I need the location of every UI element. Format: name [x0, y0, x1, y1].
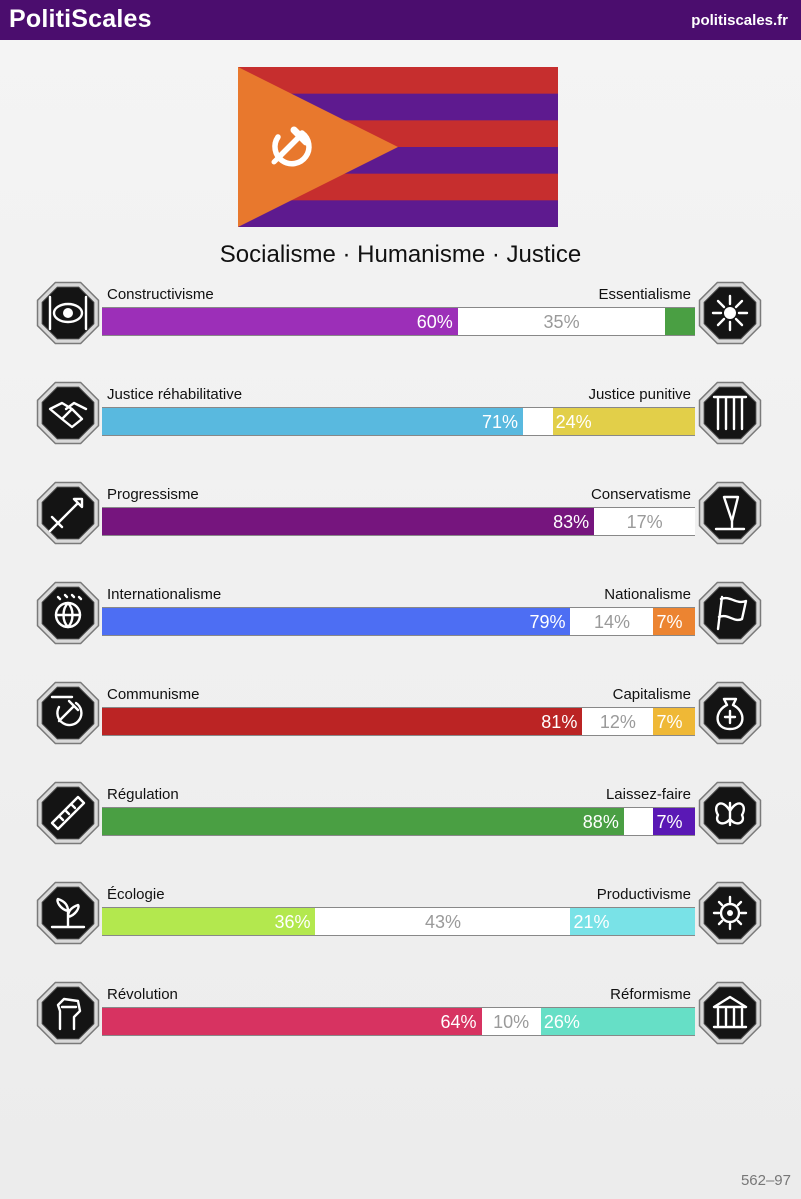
percent-label: 71%: [481, 412, 519, 432]
axis-row: [0, 686, 801, 766]
bar-segment-left: [102, 408, 523, 435]
axis-row: [0, 986, 801, 1066]
axis-row: [0, 286, 801, 366]
axis-right-label: Laissez-faire: [605, 786, 691, 803]
percent-label: 21%: [573, 912, 610, 932]
percent-label: 60%: [416, 312, 453, 332]
axis-left-label: Justice réhabilitative: [107, 386, 243, 403]
bar-segment-neutral: [315, 908, 570, 935]
bar-segment-left: [102, 608, 570, 635]
percent-label: 17%: [626, 512, 663, 532]
percent-label: 43%: [424, 912, 461, 932]
raised-fist-icon: [33, 978, 103, 1048]
axis-left-label: Écologie: [107, 886, 165, 903]
quill-pen-icon: [695, 478, 765, 548]
percent-label: 36%: [274, 912, 311, 932]
money-bag-icon: [695, 678, 765, 748]
butterfly-icon: [695, 778, 765, 848]
percent-label: 81%: [541, 712, 578, 732]
result-flag: [238, 67, 558, 227]
percent-label: 12%: [599, 712, 636, 732]
bar-segment-neutral: [570, 608, 653, 635]
site-link[interactable]: politiscales.fr: [691, 12, 788, 29]
bar-segment-neutral: [624, 808, 654, 835]
bar-segment-neutral: [523, 408, 553, 435]
parliament-icon: [695, 978, 765, 1048]
axis-row: [0, 386, 801, 466]
bar-segment-left: [102, 708, 582, 735]
percent-label: 10%: [493, 1012, 530, 1032]
hammer-sickle-icon: [33, 678, 103, 748]
axis-bar: [102, 607, 695, 636]
percent-label: 88%: [582, 812, 619, 832]
bar-segment-neutral: [458, 308, 666, 335]
flag-stripe: [238, 67, 558, 94]
axis-right-label: Nationalisme: [604, 586, 691, 603]
axis-bar: [102, 907, 695, 936]
bar-segment-right: [570, 908, 695, 935]
bar-segment-right: [541, 1008, 695, 1035]
axis-bar: [102, 507, 695, 536]
header-bar: [0, 0, 801, 40]
eye-icon: [33, 278, 103, 348]
sunflower-icon: [695, 278, 765, 348]
axis-left-label: Progressisme: [107, 486, 199, 503]
percent-label: 7%: [656, 712, 683, 732]
bar-segment-left: [102, 1008, 482, 1035]
handshake-icon: [33, 378, 103, 448]
flag-icon: [695, 578, 765, 648]
axis-left-label: Communisme: [107, 686, 200, 703]
flag-stripe: [238, 200, 558, 227]
percent-label: 35%: [543, 312, 580, 332]
rocket-icon: [33, 478, 103, 548]
percent-label: 83%: [553, 512, 590, 532]
axis-right-label: Justice punitive: [588, 386, 691, 403]
axis-left-label: Régulation: [107, 786, 179, 803]
result-code: 562–97: [740, 1172, 791, 1189]
axis-right-label: Productivisme: [596, 886, 691, 903]
percent-label: 7%: [656, 612, 683, 632]
bar-segment-left: [102, 808, 624, 835]
bar-segment-right: [653, 608, 695, 635]
percent-label: 14%: [593, 612, 630, 632]
axis-row: [0, 586, 801, 666]
ruler-icon: [33, 778, 103, 848]
app-title[interactable]: PolitiScales: [9, 5, 152, 33]
percent-label: 7%: [656, 812, 683, 832]
axis-left-label: Constructivisme: [107, 286, 214, 303]
percent-label: 79%: [529, 612, 566, 632]
bar-segment-left: [102, 908, 315, 935]
axis-right-label: Capitalisme: [612, 686, 691, 703]
gear-icon: [695, 878, 765, 948]
axis-bar: [102, 407, 695, 436]
bar-segment-right: [653, 808, 695, 835]
prison-bars-icon: [695, 378, 765, 448]
slogan: Socialisme · Humanisme · Justice: [219, 241, 582, 268]
axis-bar: [102, 707, 695, 736]
bar-segment-neutral: [482, 1008, 541, 1035]
bar-segment-left: [102, 308, 458, 335]
sprout-icon: [33, 878, 103, 948]
axis-right-label: Conservatisme: [590, 486, 691, 503]
axis-row: [0, 786, 801, 866]
bar-segment-left: [102, 508, 594, 535]
globe-icon: [33, 578, 103, 648]
bar-segment-neutral: [594, 508, 695, 535]
axis-bar: [102, 807, 695, 836]
axis-left-label: Révolution: [107, 986, 178, 1003]
bar-segment-right: [665, 308, 695, 335]
percent-label: 26%: [543, 1012, 580, 1032]
axis-bar: [102, 1007, 695, 1036]
bar-segment-right: [553, 408, 695, 435]
percent-label: 64%: [440, 1012, 477, 1032]
axis-right-label: Réformisme: [610, 986, 691, 1003]
percent-label: 24%: [555, 412, 592, 432]
axis-left-label: Internationalisme: [107, 586, 222, 603]
axis-row: [0, 886, 801, 966]
bar-segment-right: [653, 708, 695, 735]
bar-segment-neutral: [582, 708, 653, 735]
axis-row: [0, 486, 801, 566]
axis-bar: [102, 307, 695, 336]
axis-right-label: Essentialisme: [598, 286, 691, 303]
